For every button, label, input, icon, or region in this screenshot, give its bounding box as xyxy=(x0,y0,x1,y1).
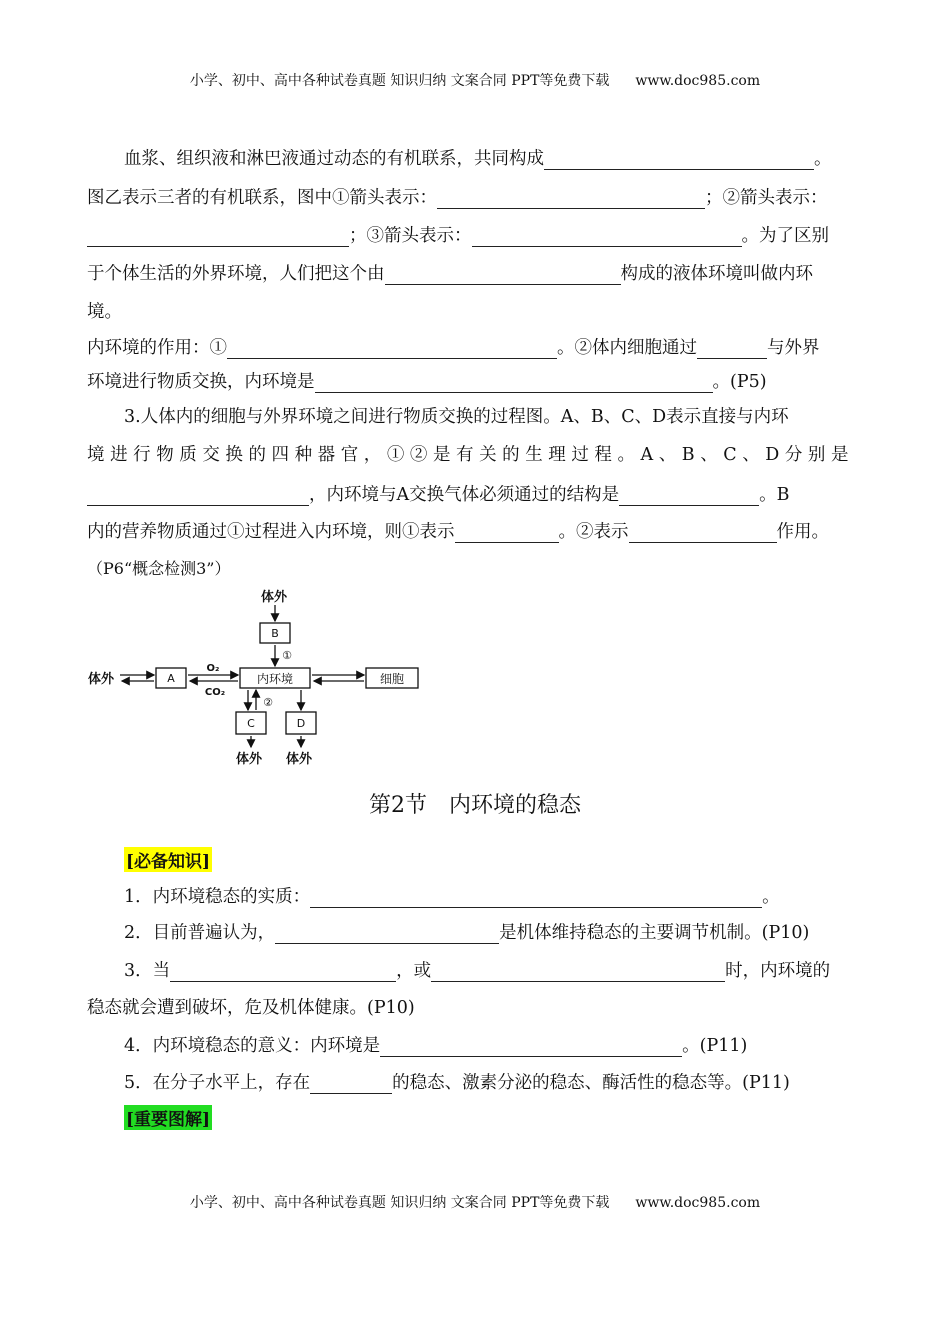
page-header xyxy=(0,70,950,90)
answer-blank[interactable] xyxy=(310,1075,392,1094)
label-cell: 细胞 xyxy=(379,672,405,686)
q3-line4 xyxy=(87,518,829,543)
label-mark1: ① xyxy=(282,649,292,662)
p1-text: 与外界 xyxy=(767,338,820,358)
q3-text: 。②表示 xyxy=(558,522,629,542)
p1-line3 xyxy=(87,222,829,247)
item-text: 是机体维持稳态的主要调节机制。(P10) xyxy=(499,923,810,943)
answer-blank[interactable] xyxy=(87,487,309,506)
p1-line7 xyxy=(87,368,767,393)
item-4 xyxy=(124,1032,747,1057)
item-2 xyxy=(124,919,809,944)
answer-blank[interactable] xyxy=(437,190,705,209)
item-text: 的稳态、激素分泌的稳态、酶活性的稳态等。(P11) xyxy=(392,1073,790,1093)
answer-blank[interactable] xyxy=(472,228,742,247)
answer-blank[interactable] xyxy=(544,151,814,170)
answer-blank[interactable] xyxy=(87,228,349,247)
answer-blank[interactable] xyxy=(275,925,499,944)
answer-blank[interactable] xyxy=(380,1038,682,1057)
q3-text: 作用。 xyxy=(776,522,829,542)
label-a: A xyxy=(167,672,175,685)
item-text: 5．在分子水平上，存在 xyxy=(124,1073,311,1093)
p1-line2 xyxy=(87,184,828,209)
q3-line3 xyxy=(87,481,790,506)
label-co2: CO₂ xyxy=(204,687,226,698)
item-text: 。(P11) xyxy=(682,1036,748,1056)
answer-blank[interactable] xyxy=(227,340,557,359)
p1-text: 。(P5) xyxy=(712,372,767,392)
label-outside-left: 体外 xyxy=(88,672,115,687)
q3-line1: 3.人体内的细胞与外界环境之间进行物质交换的过程图。A、B、C、D表示直接与内环 xyxy=(124,407,789,427)
answer-blank[interactable] xyxy=(455,524,559,543)
item-5 xyxy=(124,1069,790,1094)
p1-text: 内环境的作用：① xyxy=(87,338,227,358)
p1-text: ；③箭头表示： xyxy=(349,226,472,246)
label-mark2: ② xyxy=(263,696,273,709)
item-text: 2．目前普遍认为， xyxy=(124,923,276,943)
answer-blank[interactable] xyxy=(170,963,396,982)
answer-blank[interactable] xyxy=(619,487,759,506)
answer-blank[interactable] xyxy=(315,374,713,393)
p1-line4 xyxy=(87,260,813,285)
answer-blank[interactable] xyxy=(431,963,725,982)
exchange-diagram xyxy=(80,585,430,770)
label-center: 内环境 xyxy=(256,672,294,686)
q3-line5: （P6“概念检测3”） xyxy=(87,559,231,578)
footer-site: www.doc985.com xyxy=(635,1195,761,1211)
p1-text: 构成的液体环境叫做内环 xyxy=(620,264,813,284)
header-text: 小学、初中、高中各种试卷真题 知识归纳 文案合同 PPT等免费下载 xyxy=(189,73,610,89)
answer-blank[interactable] xyxy=(629,524,777,543)
p1-text: 。②体内细胞通过 xyxy=(557,338,697,358)
label-d: D xyxy=(296,717,306,730)
label-outside-c: 体外 xyxy=(236,752,263,767)
item-text: 4．内环境稳态的意义：内环境是 xyxy=(124,1036,381,1056)
p1-text: 。 xyxy=(814,149,832,169)
item-text: 1．内环境稳态的实质： xyxy=(124,887,311,907)
label-b: B xyxy=(271,627,279,640)
tag-required-knowledge: [必备知识] xyxy=(124,847,212,872)
tag-key-diagrams: [重要图解] xyxy=(124,1105,212,1130)
item-text: 3．当 xyxy=(124,961,171,981)
q3-text: ，内环境与A交换气体必须通过的结构是 xyxy=(309,485,620,505)
item-3 xyxy=(124,957,830,982)
footer-text: 小学、初中、高中各种试卷真题 知识归纳 文案合同 PPT等免费下载 xyxy=(189,1195,610,1211)
p1-line1 xyxy=(124,145,832,170)
label-c: C xyxy=(247,717,255,730)
section-title: 第2节 内环境的稳态 xyxy=(369,793,581,818)
header-site: www.doc985.com xyxy=(635,73,761,89)
q3-text: 内的营养物质通过①过程进入内环境，则①表示 xyxy=(87,522,455,542)
label-outside-d: 体外 xyxy=(286,752,313,767)
item-3-cont: 稳态就会遭到破坏，危及机体健康。(P10) xyxy=(87,998,415,1018)
page-footer xyxy=(0,1192,950,1212)
item-text: 时，内环境的 xyxy=(725,961,831,981)
answer-blank[interactable] xyxy=(697,340,767,359)
p1-text: 。为了区别 xyxy=(741,226,829,246)
p1-line5: 境。 xyxy=(87,302,122,322)
q3-text: 。B xyxy=(759,485,790,505)
item-1 xyxy=(124,883,780,908)
p1-line6 xyxy=(87,334,820,359)
p1-text: ；②箭头表示： xyxy=(705,188,828,208)
p1-text: 图乙表示三者的有机联系，图中①箭头表示： xyxy=(87,188,437,208)
answer-blank[interactable] xyxy=(385,266,621,285)
answer-blank[interactable] xyxy=(310,889,762,908)
item-text: 。 xyxy=(762,887,780,907)
p1-text: 血浆、组织液和淋巴液通过动态的有机联系，共同构成 xyxy=(124,149,544,169)
q3-line2: 境 进 行 物 质 交 换 的 四 种 器 官 ， ① ② 是 有 关 的 生 理 过 程 。 A 、 B 、 C 、 D 分 别 是 xyxy=(87,445,849,465)
label-outside-top: 体外 xyxy=(261,590,288,605)
p1-text: 环境进行物质交换，内环境是 xyxy=(87,372,315,392)
p1-text: 于个体生活的外界环境，人们把这个由 xyxy=(87,264,385,284)
item-text: ，或 xyxy=(396,961,432,981)
label-o2: O₂ xyxy=(206,663,220,674)
